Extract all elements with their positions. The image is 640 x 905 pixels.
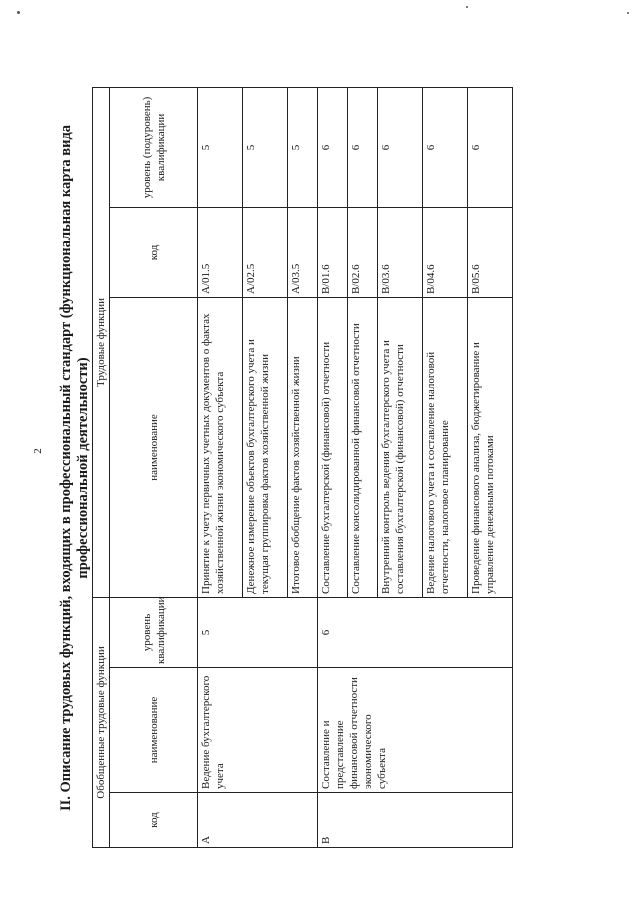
tf-name: Денежное измерение объектов бухгалтерского учета и текущая группировка фактов хозяйственной жизни: [243, 297, 288, 597]
tf-name: Итоговое обобщение фактов хозяйственной жизни: [288, 297, 318, 597]
gf-level: 5: [198, 597, 318, 667]
tf-name: Составление консолидированной финансовой отчетности: [348, 297, 378, 597]
gf-name: Ведение бухгалтерского учета: [198, 668, 318, 793]
gf-code: B: [318, 793, 513, 848]
tf-code: B/01.6: [318, 207, 348, 297]
tf-code: B/02.6: [348, 207, 378, 297]
title-line-1: II. Описание трудовых функций, входящих в профессиональный стандарт (функциональная карта вида: [58, 124, 74, 812]
header-functions: Трудовые функции: [93, 87, 110, 597]
table-row: [198, 87, 243, 847]
scan-speck: [627, 12, 629, 14]
tf-code: A/02.5: [243, 207, 288, 297]
table-row: [318, 87, 348, 847]
header-func-name: наименование: [110, 297, 198, 597]
tf-level: 6: [423, 87, 468, 207]
tf-level: 6: [318, 87, 348, 207]
tf-code: B/03.6: [378, 207, 423, 297]
title-line-2: профессиональной деятельности): [75, 357, 91, 579]
tf-code: B/04.6: [423, 207, 468, 297]
tf-level: 5: [288, 87, 318, 207]
tf-level: 6: [348, 87, 378, 207]
tf-code: A/01.5: [198, 207, 243, 297]
scan-speck: [466, 6, 468, 8]
tf-name: Проведение финансового анализа, бюджетирование и управление денежными потоками: [468, 297, 513, 597]
gf-name: Составление и представление финансовой отчетности экономического субъекта: [318, 668, 513, 793]
tf-level: 6: [468, 87, 513, 207]
tf-name: Принятие к учету первичных учетных документов о фактах хозяйственной жизни экономического субъекта: [198, 297, 243, 597]
section-title: [58, 88, 92, 848]
tf-level: 5: [243, 87, 288, 207]
tf-name: Внутренний контроль ведения бухгалтерского учета и составления бухгалтерской (финансовой) отчетности: [378, 297, 423, 597]
tf-code: A/03.5: [288, 207, 318, 297]
header-level: уровень квалификации: [110, 597, 198, 667]
gf-level: 6: [318, 597, 513, 667]
functional-map-table: [92, 87, 513, 848]
header-func-code: код: [110, 207, 198, 297]
page-number: 2: [32, 448, 44, 454]
gf-code: A: [198, 793, 318, 848]
header-generalized: Обобщенные трудовые функции: [93, 597, 110, 847]
tf-level: 5: [198, 87, 243, 207]
header-code: код: [110, 793, 198, 848]
tf-name: Составление бухгалтерской (финансовой) отчетности: [318, 297, 348, 597]
header-func-level: уровень (подуровень) квалификации: [110, 87, 198, 207]
rotated-page: [50, 88, 610, 848]
tf-code: B/05.6: [468, 207, 513, 297]
scan-speck: [17, 11, 20, 14]
tf-name: Ведение налогового учета и составление налоговой отчетности, налоговое планирование: [423, 297, 468, 597]
tf-level: 6: [378, 87, 423, 207]
header-name: наименование: [110, 668, 198, 793]
